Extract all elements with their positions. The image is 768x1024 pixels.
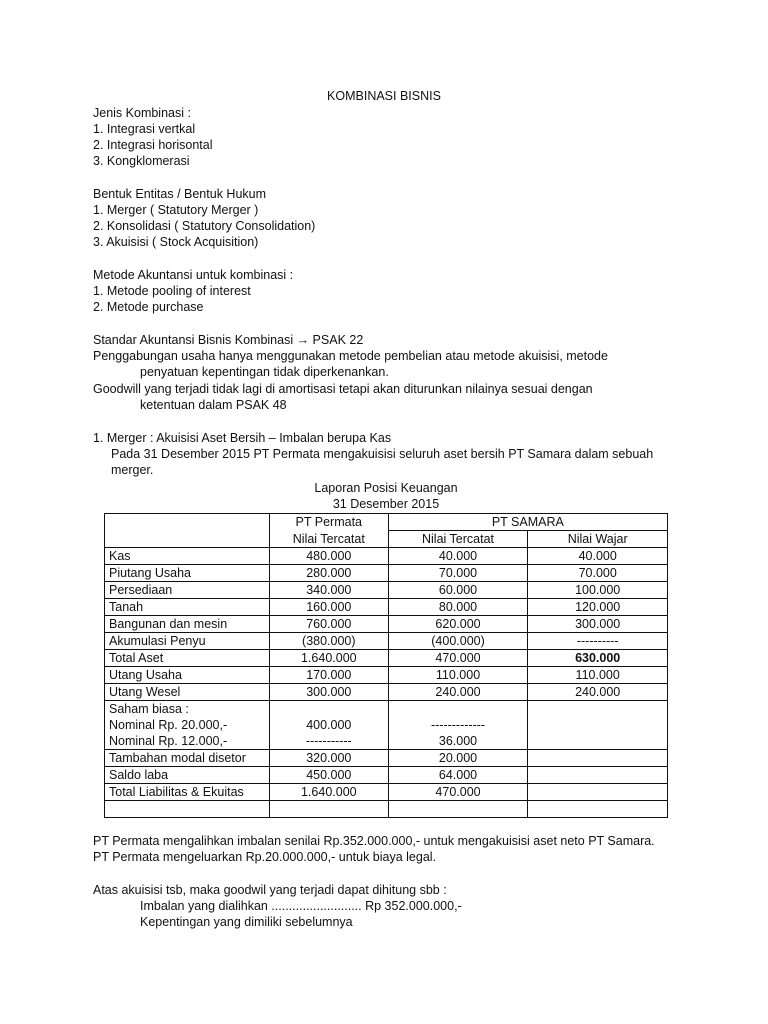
merger-desc: Pada 31 Desember 2015 PT Permata mengakuisisi seluruh aset bersih PT Samara dalam sebuah [111,447,654,461]
header-permata: PT Permata [269,514,388,531]
row-permata: 480.000 [269,548,388,565]
nominal1-permata: 400.000 [269,717,388,733]
jenis-item: 2. Integrasi horisontal [93,138,213,152]
row-permata: 760.000 [269,616,388,633]
row-permata: 170.000 [269,667,388,684]
metode-heading: Metode Akuntansi untuk kombinasi : [93,268,294,282]
row-samara-book: (400.000) [388,633,528,650]
row-samara-fair: 40.000 [528,548,668,565]
financial-position-table [104,513,668,818]
report-date: 31 Desember 2015 [332,497,440,511]
row-samara-book: 64.000 [388,767,528,784]
merger-desc: merger. [111,463,154,477]
row-samara-book: 70.000 [388,565,528,582]
page-title: KOMBINASI BISNIS [327,89,441,103]
table-row [105,650,668,667]
report-title: Laporan Posisi Keuangan [314,481,458,495]
after-text: PT Permata mengeluarkan Rp.20.000.000,- untuk biaya legal. [93,850,437,864]
row-samara-book: 470.000 [388,650,528,667]
table-row [105,565,668,582]
row-label: Utang Wesel [105,684,270,701]
row-cell [528,784,668,801]
table-row [105,667,668,684]
nominal1-samara: ------------- [388,717,528,733]
nominal2-permata: ----------- [269,733,388,750]
nominal2-samara: 36.000 [388,733,528,750]
row-samara-fair: 110.000 [528,667,668,684]
metode-item: 1. Metode pooling of interest [93,284,251,298]
row-label: Saldo laba [105,767,270,784]
row-samara-book: 60.000 [388,582,528,599]
row-cell [388,701,528,718]
table-row [105,701,668,718]
after-text: PT Permata mengalihkan imbalan senilai Rp.352.000.000,- untuk mengakuisisi aset neto PT Samara. [93,834,655,848]
row-permata: 300.000 [269,684,388,701]
standar-line: penyatuan kepentingan tidak diperkenankan. [140,365,389,379]
subheader-blank-cell [105,531,270,548]
nominal2-label: Nominal Rp. 12.000,- [105,733,270,750]
table-header-row [105,514,668,531]
row-samara-fair: ---------- [528,633,668,650]
subheader-samara-book: Nilai Tercatat [388,531,528,548]
table-row [105,717,668,733]
jenis-heading: Jenis Kombinasi : [93,106,191,120]
after-text: Imbalan yang dialihkan .......................... Rp 352.000.000,- [140,899,462,913]
row-permata: 340.000 [269,582,388,599]
row-samara-fair: 100.000 [528,582,668,599]
table-row [105,599,668,616]
header-samara: PT SAMARA [388,514,667,531]
standar-line: Penggabungan usaha hanya menggunakan metode pembelian atau metode akuisisi, metode [93,349,608,363]
table-row [105,684,668,701]
row-label: Kas [105,548,270,565]
row-cell [269,801,388,818]
bentuk-item: 2. Konsolidasi ( Statutory Consolidation) [93,219,316,233]
table-row [105,750,668,767]
row-samara-book: 620.000 [388,616,528,633]
row-cell [269,701,388,718]
subheader-samara-fair: Nilai Wajar [528,531,668,548]
row-label: Total Aset [105,650,270,667]
row-cell [528,701,668,718]
row-label: Bangunan dan mesin [105,616,270,633]
table-row [105,733,668,750]
table-row [105,616,668,633]
after-text: Kepentingan yang dimiliki sebelumnya [140,915,353,929]
row-label: Piutang Usaha [105,565,270,582]
row-permata: 1.640.000 [269,650,388,667]
table-row [105,582,668,599]
standar-line: Goodwill yang terjadi tidak lagi di amortisasi tetapi akan diturunkan nilainya sesuai dengan [93,382,593,396]
row-label: Tanah [105,599,270,616]
row-samara-fair: 240.000 [528,684,668,701]
row-permata: 320.000 [269,750,388,767]
row-cell [528,750,668,767]
jenis-item: 3. Kongklomerasi [93,154,190,168]
row-cell [528,717,668,733]
row-cell [528,767,668,784]
row-label: Utang Usaha [105,667,270,684]
row-samara-fair: 630.000 [528,650,668,667]
row-label: Total Liabilitas & Ekuitas [105,784,270,801]
row-permata: 160.000 [269,599,388,616]
standar-line: Standar Akuntansi Bisnis Kombinasi → PSAK 22 [93,333,364,347]
row-samara-fair: 300.000 [528,616,668,633]
row-cell [528,733,668,750]
row-samara-book: 240.000 [388,684,528,701]
row-samara-book: 80.000 [388,599,528,616]
nominal1-label: Nominal Rp. 20.000,- [105,717,270,733]
subheader-permata: Nilai Tercatat [269,531,388,548]
saham-label: Saham biasa : [105,701,270,718]
table-row [105,767,668,784]
row-cell [388,801,528,818]
standar-line: ketentuan dalam PSAK 48 [140,398,287,412]
bentuk-item: 3. Akuisisi ( Stock Acquisition) [93,235,259,249]
table-row-empty [105,801,668,818]
row-cell [105,801,270,818]
row-permata: 450.000 [269,767,388,784]
table-subheader-row [105,531,668,548]
bentuk-heading: Bentuk Entitas / Bentuk Hukum [93,187,267,201]
row-cell [528,801,668,818]
row-permata: 1.640.000 [269,784,388,801]
row-label: Persediaan [105,582,270,599]
row-samara-book: 40.000 [388,548,528,565]
jenis-item: 1. Integrasi vertkal [93,122,196,136]
row-label: Tambahan modal disetor [105,750,270,767]
row-samara-fair: 120.000 [528,599,668,616]
header-blank-cell [105,514,270,531]
table-row [105,548,668,565]
row-permata: 280.000 [269,565,388,582]
bentuk-item: 1. Merger ( Statutory Merger ) [93,203,259,217]
row-samara-book: 20.000 [388,750,528,767]
row-permata: (380.000) [269,633,388,650]
table-row [105,784,668,801]
row-label: Akumulasi Penyu [105,633,270,650]
metode-item: 2. Metode purchase [93,300,204,314]
table-row [105,633,668,650]
row-samara-book: 110.000 [388,667,528,684]
after-text: Atas akuisisi tsb, maka goodwil yang terjadi dapat dihitung sbb : [93,883,447,897]
row-samara-book: 470.000 [388,784,528,801]
merger-heading: 1. Merger : Akuisisi Aset Bersih – Imbalan berupa Kas [93,431,392,445]
row-samara-fair: 70.000 [528,565,668,582]
